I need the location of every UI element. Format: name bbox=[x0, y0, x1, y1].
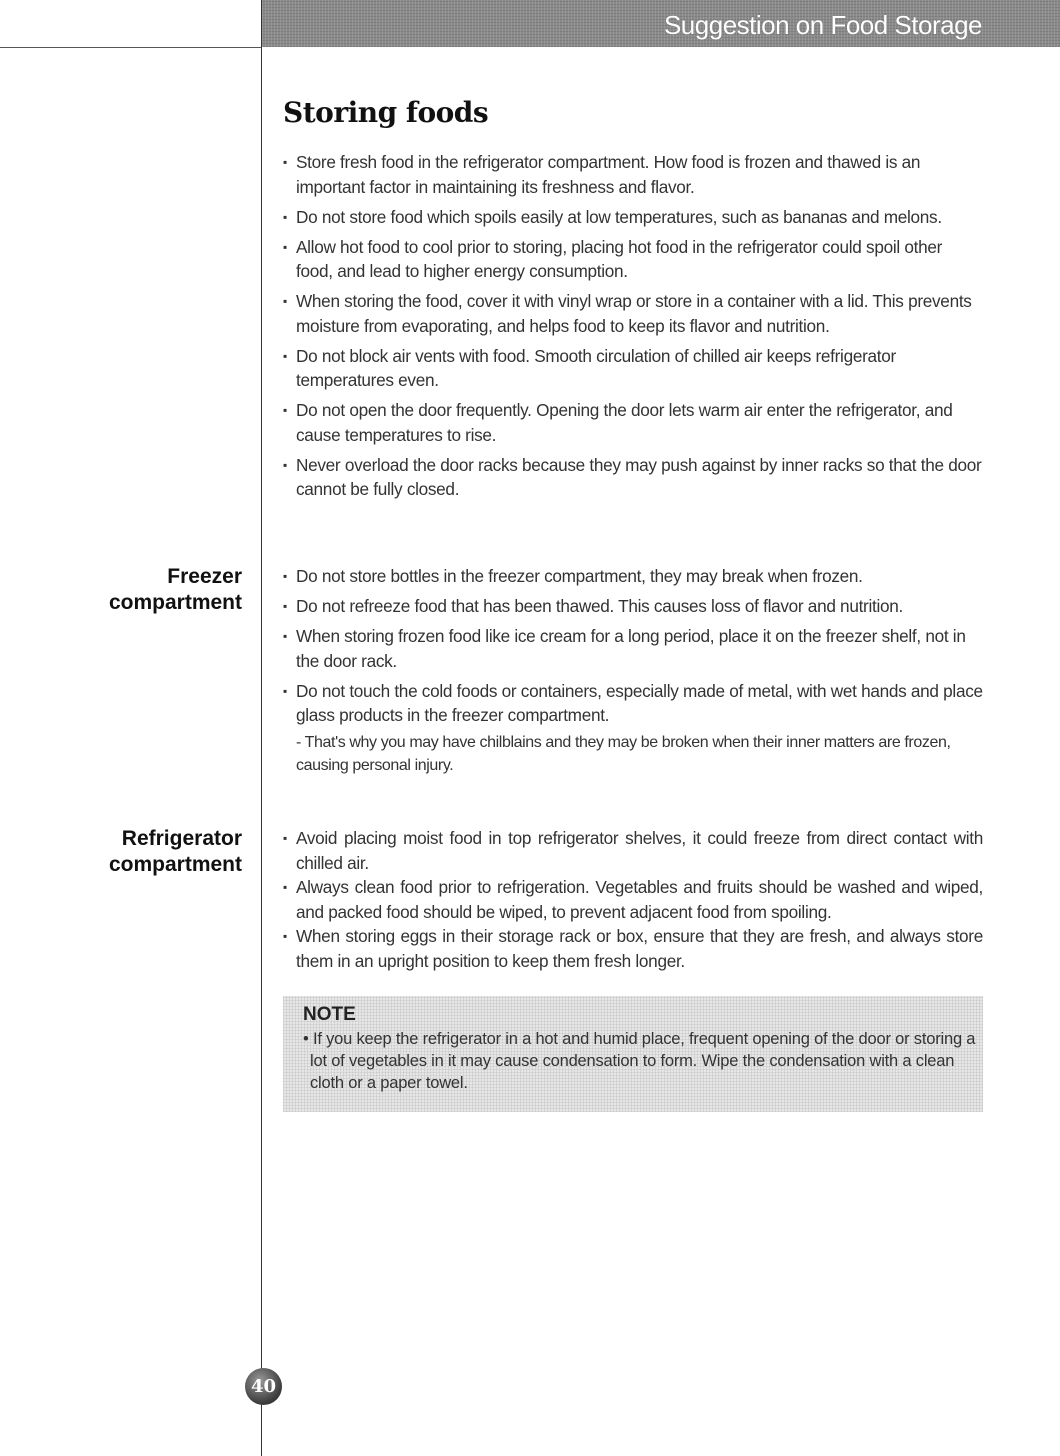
note-title: NOTE bbox=[303, 1004, 356, 1025]
list-item: ▪ Do not block air vents with food. Smooth circulation of chilled air keeps refrigerator temperatures even. bbox=[283, 344, 983, 393]
list-item: ▪ Allow hot food to cool prior to storing, placing hot food in the refrigerator could spoil other food, and lead to higher energy consumption. bbox=[283, 235, 983, 284]
freezer-sub-note: - That's why you may have chilblains and they may be broken when their inner matters are frozen, causing personal injury. bbox=[296, 733, 951, 774]
list-item: ▪ When storing the food, cover it with vinyl wrap or store in a container with a lid. This prevents moisture from evaporating, and helps food to keep its flavor and nutrition. bbox=[283, 289, 983, 338]
list-item-text: Do not touch the cold foods or containers, especially made of metal, with wet hands and place glass products in the freezer compartment. bbox=[296, 680, 983, 725]
list-item bbox=[283, 679, 983, 777]
section-header-title: Suggestion on Food Storage bbox=[663, 10, 982, 40]
refrigerator-list bbox=[283, 826, 983, 973]
note-box bbox=[283, 996, 983, 1112]
list-item: ▪ Always clean food prior to refrigeration. Vegetables and fruits should be washed and wiped, and packed food should be wiped, to prevent adjacent food from spoiling. bbox=[283, 875, 983, 924]
freezer-section-label: Freezer compartment bbox=[108, 565, 242, 614]
list-item: ▪ Avoid placing moist food in top refrigerator shelves, it could freeze from direct contact with chilled air. bbox=[283, 826, 983, 875]
list-item: ▪ Do not store bottles in the freezer compartment, they may break when frozen. bbox=[283, 564, 983, 589]
freezer-list bbox=[283, 564, 983, 782]
list-item: ▪ When storing frozen food like ice cream for a long period, place it on the freezer shelf, not in the door rack. bbox=[283, 624, 983, 673]
header-banner bbox=[262, 0, 1060, 47]
header-left-rule bbox=[0, 47, 262, 48]
list-item: ▪ Never overload the door racks because they may push against by inner racks so that the door cannot be fully closed. bbox=[283, 453, 983, 502]
list-item: ▪ Do not open the door frequently. Opening the door lets warm air enter the refrigerator, and cause temperatures to rise. bbox=[283, 398, 983, 447]
note-text: • If you keep the refrigerator in a hot and humid place, frequent opening of the door or storing a lot of vegetables in it may cause condensation to form. Wipe the condensation with a clean cloth or a paper towel. bbox=[303, 1030, 976, 1092]
page-title: Storing foods bbox=[283, 96, 489, 129]
margin-divider bbox=[261, 0, 262, 1456]
list-item: ▪ Do not store food which spoils easily at low temperatures, such as bananas and melons. bbox=[283, 205, 983, 230]
list-item: ▪ When storing eggs in their storage rack or box, ensure that they are fresh, and always store them in an upright position to keep them fresh longer. bbox=[283, 924, 983, 973]
list-item: ▪ Do not refreeze food that has been thawed. This causes loss of flavor and nutrition. bbox=[283, 594, 983, 619]
refrigerator-section-label: Refrigerator compartment bbox=[108, 827, 242, 876]
general-storage-list bbox=[283, 150, 983, 507]
page-number-badge: 40 bbox=[245, 1368, 282, 1405]
list-item: ▪ Store fresh food in the refrigerator compartment. How food is frozen and thawed is an important factor in maintaining its freshness and flavor. bbox=[283, 150, 983, 199]
